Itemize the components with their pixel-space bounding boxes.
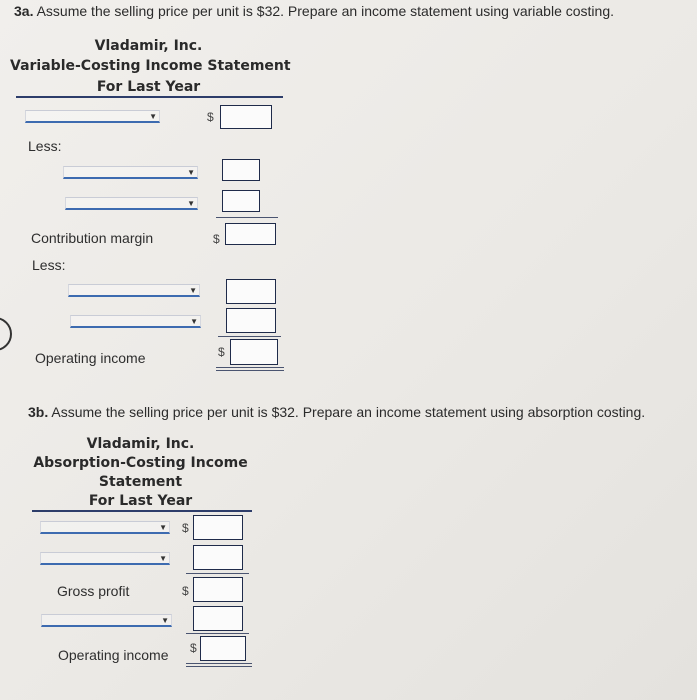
- header-rule-b: [32, 510, 252, 512]
- chevron-down-icon: ▼: [187, 199, 195, 208]
- chevron-down-icon: ▼: [190, 317, 198, 326]
- subtotal-rule: [218, 336, 281, 337]
- expense-input-b[interactable]: [193, 606, 243, 631]
- question-3a-text: Assume the selling price per unit is $32. Prepare an income statement using variable costing.: [33, 3, 615, 19]
- expense-dropdown-b[interactable]: [41, 614, 172, 627]
- gross-profit-label: Gross profit: [57, 583, 130, 599]
- question-3a-number: 3a.: [14, 3, 34, 19]
- less-label-1: Less:: [28, 138, 62, 154]
- chevron-down-icon: ▼: [187, 168, 195, 177]
- contribution-margin-label: Contribution margin: [31, 230, 154, 246]
- contribution-margin-input[interactable]: [225, 223, 276, 245]
- dollar-sign: $: [190, 641, 197, 655]
- fixed-cost-input-2[interactable]: [226, 308, 276, 333]
- chevron-down-icon: ▼: [149, 112, 157, 121]
- dollar-sign: $: [218, 345, 225, 359]
- subtotal-rule: [186, 573, 249, 574]
- period-b: For Last Year: [88, 493, 193, 509]
- variable-cost-dropdown-1[interactable]: [63, 166, 198, 179]
- chevron-down-icon: ▼: [189, 286, 197, 295]
- company-name-b: Vladamir, Inc.: [86, 436, 195, 452]
- variable-cost-input-1[interactable]: [222, 159, 260, 181]
- statement-title-a: Variable-Costing Income Statement: [10, 58, 291, 74]
- sales-dropdown-b[interactable]: [40, 521, 170, 534]
- header-rule-a: [16, 96, 283, 98]
- chevron-down-icon: ▼: [159, 523, 167, 532]
- dollar-sign: $: [207, 110, 214, 124]
- operating-income-label-a: Operating income: [35, 350, 146, 366]
- double-underline: [186, 663, 252, 667]
- statement-title-b-line1: Absorption-Costing Income: [33, 455, 248, 471]
- gross-profit-input[interactable]: [193, 577, 243, 602]
- company-name-a: Vladamir, Inc.: [94, 38, 203, 54]
- subtotal-rule: [216, 217, 278, 218]
- cogs-dropdown-b[interactable]: [40, 552, 170, 565]
- cogs-input-b[interactable]: [193, 545, 243, 570]
- dollar-sign: $: [182, 584, 189, 598]
- fixed-cost-dropdown-1[interactable]: [68, 284, 200, 297]
- sales-amount-input-a[interactable]: [220, 105, 272, 129]
- double-underline: [216, 367, 284, 371]
- question-3a: [14, 3, 614, 19]
- scroll-handle-icon: [0, 317, 12, 351]
- variable-cost-input-2[interactable]: [222, 190, 260, 212]
- operating-income-label-b: Operating income: [58, 647, 169, 663]
- chevron-down-icon: ▼: [161, 616, 169, 625]
- variable-cost-dropdown-2[interactable]: [65, 197, 198, 210]
- less-label-2: Less:: [32, 257, 66, 273]
- fixed-cost-input-1[interactable]: [226, 279, 276, 304]
- operating-income-input-a[interactable]: [230, 339, 278, 365]
- operating-income-input-b[interactable]: [200, 636, 246, 661]
- fixed-cost-dropdown-2[interactable]: [70, 315, 201, 328]
- dollar-sign: $: [213, 232, 220, 246]
- question-3b-number: 3b.: [28, 404, 49, 420]
- sales-dropdown-a[interactable]: [25, 110, 160, 123]
- subtotal-rule: [186, 633, 249, 634]
- dollar-sign: $: [182, 521, 189, 535]
- statement-title-b-line2: Statement: [98, 474, 183, 490]
- chevron-down-icon: ▼: [159, 554, 167, 563]
- question-3b-text: Assume the selling price per unit is $32. Prepare an income statement using absorption costing.: [48, 404, 646, 420]
- sales-amount-input-b[interactable]: [193, 515, 243, 540]
- period-a: For Last Year: [96, 79, 201, 95]
- question-3b: [28, 404, 645, 420]
